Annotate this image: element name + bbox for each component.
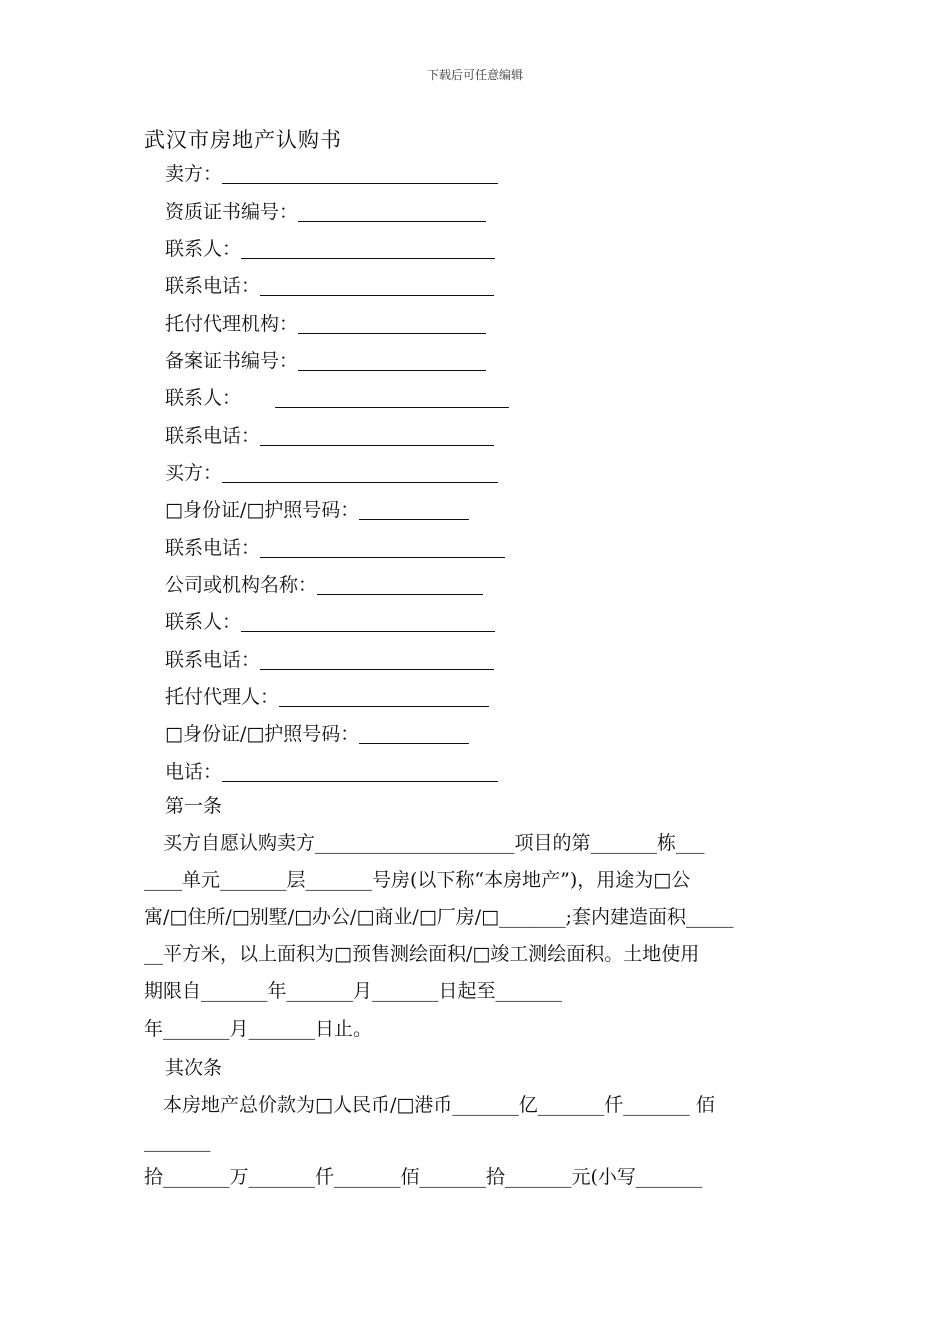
company-contact-field: [165, 606, 495, 634]
field-label: 联系人：: [165, 611, 242, 633]
qualification-cert-field: [165, 196, 486, 224]
fill-blank[interactable]: [279, 685, 489, 707]
field-label: 联系电话：: [165, 537, 261, 559]
agent-id-field: [165, 718, 469, 746]
article-1-line: __平方米，以上面积为□预售测绘面积/□竣工测绘面积。土地使用: [144, 943, 700, 965]
field-label: 联系电话：: [165, 649, 261, 671]
article-1-line: ____单元_______层_______号房(以下称“本房地产”)，用途为□公: [144, 869, 691, 891]
agency-contact-field: [165, 382, 509, 410]
seller-phone-field: [165, 270, 494, 298]
fill-blank[interactable]: [298, 312, 486, 334]
fill-blank[interactable]: [260, 648, 494, 670]
page-header: 下载后可任意编辑: [426, 68, 523, 82]
fill-blank[interactable]: [260, 424, 494, 446]
article-2-line: _______: [144, 1130, 211, 1152]
document-title: 武汉市房地产认购书: [144, 128, 342, 152]
field-label: 联系电话：: [165, 425, 261, 447]
fill-blank[interactable]: [317, 573, 483, 595]
field-label: □身份证/□护照号码：: [165, 499, 360, 521]
fill-blank[interactable]: [222, 162, 498, 184]
fill-blank[interactable]: [241, 237, 495, 259]
fill-blank[interactable]: [298, 200, 486, 222]
article-1-line: 年_______月_______日止。: [144, 1018, 373, 1040]
fill-blank[interactable]: [275, 386, 509, 408]
agent-field: [165, 681, 489, 709]
fill-blank[interactable]: [359, 722, 469, 744]
field-label: 卖方：: [165, 163, 223, 185]
seller-contact-field: [165, 233, 495, 261]
field-label: 托付代理人：: [165, 686, 280, 708]
fill-blank[interactable]: [260, 536, 505, 558]
agent-phone-field: [165, 756, 498, 784]
fill-blank[interactable]: [298, 349, 486, 371]
field-label: 联系人：: [165, 238, 242, 260]
company-phone-field: [165, 644, 494, 672]
fill-blank[interactable]: [222, 461, 498, 483]
agency-field: [165, 308, 486, 336]
seller-field: [165, 158, 498, 186]
fill-blank[interactable]: [222, 760, 498, 782]
article-1-line: 期限自_______年_______月_______日起至_______: [144, 980, 563, 1002]
field-label: 托付代理机构：: [165, 313, 299, 335]
fill-blank[interactable]: [260, 274, 494, 296]
fill-blank[interactable]: [241, 610, 495, 632]
buyer-phone-field: [165, 532, 505, 560]
article-2-line: 拾_______万_______仟_______佰_______拾_______元(小写_______: [144, 1166, 703, 1188]
field-label: 电话：: [165, 761, 223, 783]
buyer-field: [165, 457, 498, 485]
field-label: □身份证/□护照号码：: [165, 723, 360, 745]
field-label: 备案证书编号：: [165, 350, 299, 372]
article-2-heading: 其次条: [165, 1057, 223, 1079]
buyer-id-field: [165, 494, 469, 522]
filing-cert-field: [165, 345, 486, 373]
field-label: 公司或机构名称：: [165, 574, 318, 596]
article-2-line: 本房地产总价款为□人民币/□港币_______亿_______仟_______ 佰: [144, 1094, 715, 1116]
article-1-line: 寓/□住所/□别墅/□办公/□商业/□厂房/□_______;套内建造面积_____: [144, 906, 734, 928]
fill-blank[interactable]: [359, 498, 469, 520]
field-label: 联系人：: [165, 387, 242, 409]
field-label: 资质证书编号：: [165, 201, 299, 223]
field-label: 买方：: [165, 462, 223, 484]
article-1-heading: 第一条: [165, 795, 223, 817]
field-label: 联系电话：: [165, 275, 261, 297]
agency-phone-field: [165, 420, 494, 448]
company-name-field: [165, 569, 483, 597]
article-1-line: 买方自愿认购卖方_____________________项目的第_______栋___: [144, 832, 705, 854]
